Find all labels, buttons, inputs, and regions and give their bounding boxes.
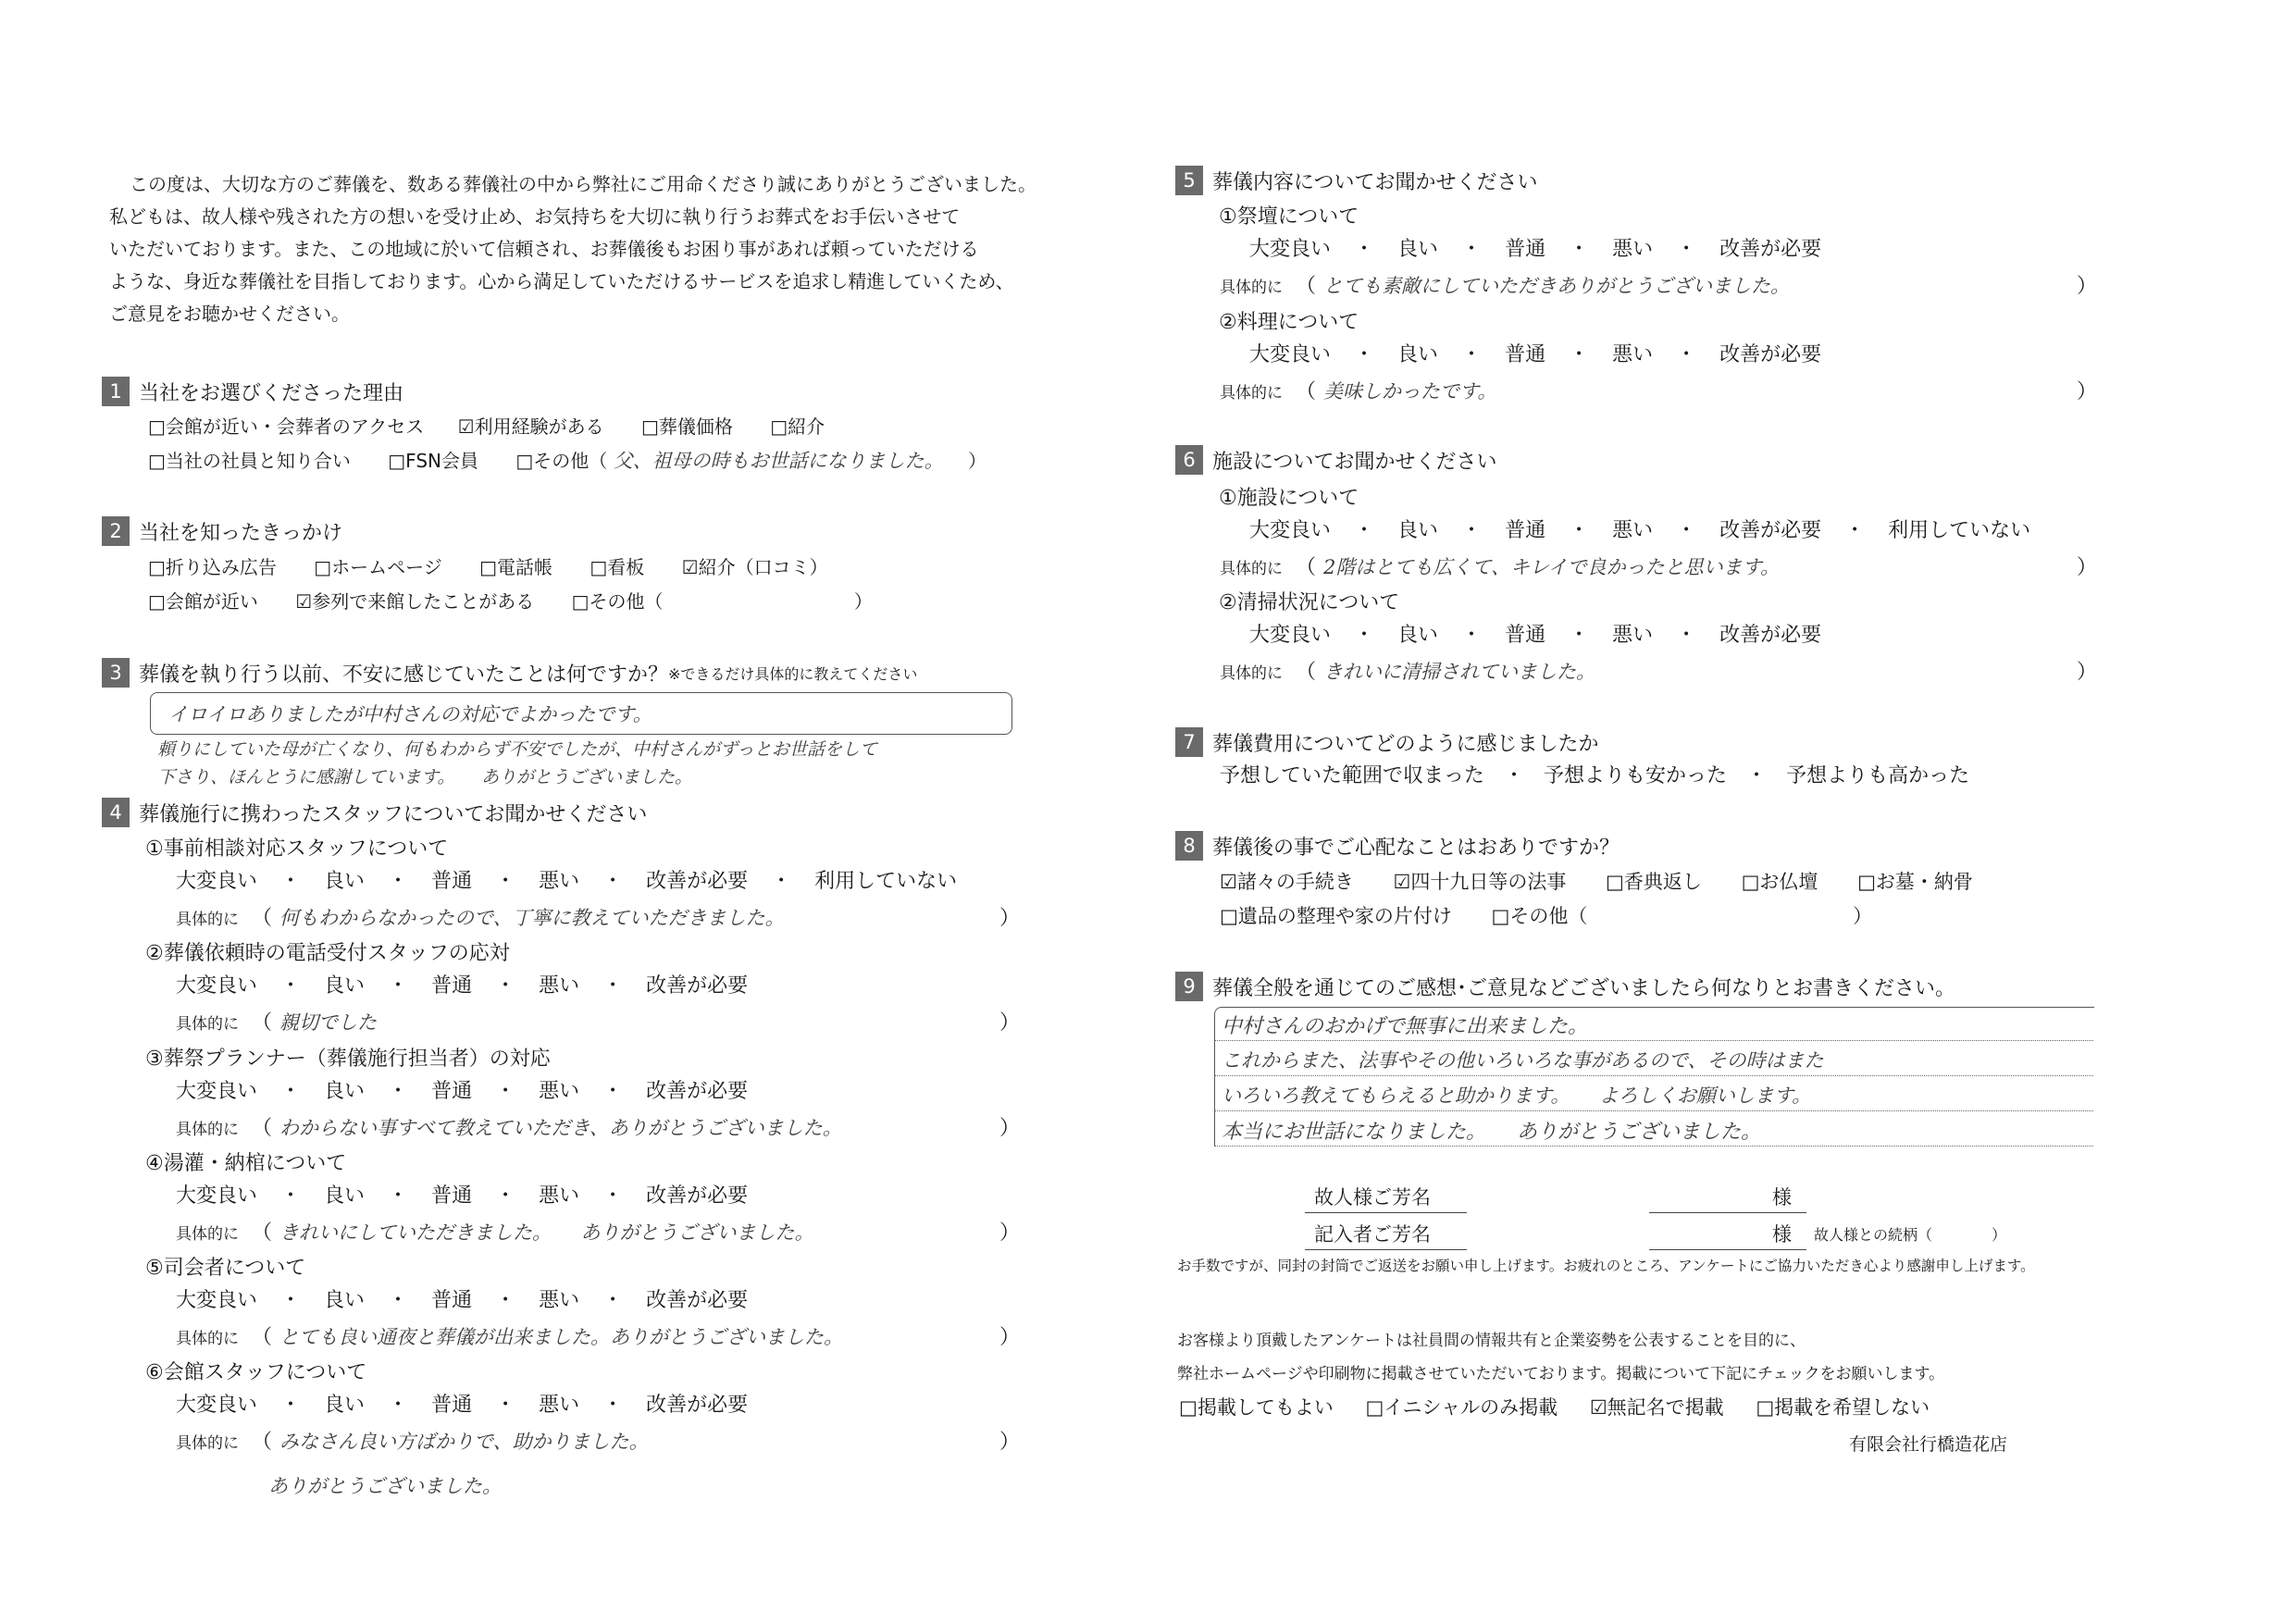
publish-text-1: お客様より頂戴したアンケートは社員間の情報共有と企業姿勢を公表することを目的に、 <box>1177 1332 1806 1350</box>
q4-item-5-handwriting: とても良い通夜と葬儀が出来ました。ありがとうございました。 <box>279 1326 843 1348</box>
q8-option-memorial[interactable]: ☑四十九日等の法事 <box>1393 871 1567 893</box>
separator-dot: ・ <box>388 1080 409 1103</box>
q6-item-1-rating-bad[interactable]: 悪い <box>1612 519 1654 542</box>
q8-options-row1 <box>1220 867 1973 897</box>
q4-item-5-detail-label: 具体的に <box>176 1330 239 1348</box>
q4-item-1-rating-bad[interactable]: 悪い <box>539 870 580 893</box>
q4-item-1-title: ①事前相談対応スタッフについて <box>145 837 449 861</box>
publish-options <box>1179 1393 1930 1420</box>
q4-item-3-rating-row <box>176 1077 748 1107</box>
q4-item-2-handwriting: 親切でした <box>279 1011 377 1034</box>
q5-heading <box>1175 166 1538 195</box>
separator-dot: ・ <box>280 974 302 998</box>
q6-item-1-rating-normal[interactable]: 普通 <box>1505 519 1546 542</box>
publish-option-anonymous[interactable]: ☑無記名で掲載 <box>1589 1396 1724 1419</box>
q5-item-2-rating-normal[interactable]: 普通 <box>1505 343 1546 366</box>
q1-option-referral[interactable]: □紹介 <box>770 415 825 438</box>
q3-number: 3 <box>102 658 130 688</box>
q5-item-2-rating-good[interactable]: 良い <box>1397 343 1439 366</box>
writer-sama: 様 <box>1772 1223 1792 1246</box>
q6-item-2-detail-label: 具体的に <box>1220 664 1283 683</box>
q5-item-1-detail-label: 具体的に <box>1220 279 1283 297</box>
q4-item-3-rating-bad[interactable]: 悪い <box>539 1080 580 1103</box>
separator-dot: ・ <box>1504 764 1525 787</box>
q4-item-5-rating-row <box>176 1286 748 1316</box>
q4-item-3-handwriting: わからない事すべて教えていただき、ありがとうございました。 <box>279 1117 842 1139</box>
q3-handwriting-2: 頼りにしていた母が亡くなり、何もわからず不安でしたが、中村さんがずっとお世話をして <box>157 739 877 760</box>
q7-option-expensive[interactable]: 予想よりも高かった <box>1786 764 1970 787</box>
q8-number: 8 <box>1175 831 1203 861</box>
intro-line: ような、身近な葬儀社を目指しております。心から満足していただけるサービスを追求し精進していくため、 <box>109 270 1014 292</box>
close-paren: ） <box>999 1117 1021 1140</box>
q4-item-4-rating-very-good[interactable]: 大変良い <box>176 1184 258 1208</box>
intro-line: ご意見をお聴かせください。 <box>109 303 350 325</box>
q2-option-phonebook[interactable]: □電話帳 <box>479 556 553 578</box>
q1-option-staff[interactable]: □当社の社員と知り合い <box>148 450 351 472</box>
separator-dot: ・ <box>1354 519 1375 542</box>
close-paren: ） <box>853 590 873 613</box>
q7-option-within[interactable]: 予想していた範囲で収まった <box>1220 764 1485 787</box>
separator-dot: ・ <box>602 1394 624 1417</box>
q4-item-2-detail-label: 具体的に <box>176 1015 239 1034</box>
q8-option-altar[interactable]: □お仏壇 <box>1741 871 1818 893</box>
q9-handwriting-3: いろいろ教えてもらえると助かります。 よろしくお願いします。 <box>1222 1085 1812 1107</box>
deceased-name-label: 故人様ご芳名 <box>1314 1186 1431 1209</box>
q4-item-4-rating-bad[interactable]: 悪い <box>539 1184 580 1208</box>
separator-dot: ・ <box>1569 343 1590 366</box>
q4-item-3-rating-needs-improvement[interactable]: 改善が必要 <box>646 1080 749 1103</box>
publish-text-2: 弊社ホームページや印刷物に掲載させていただいております。掲載について下記にチェックをお願いします。 <box>1177 1365 1945 1383</box>
q8-option-belongings[interactable]: □遺品の整理や家の片付け <box>1220 905 1452 927</box>
separator-dot: ・ <box>495 870 516 893</box>
open-paren: （ <box>1296 380 1317 403</box>
q5-item-1-rating-row <box>1249 235 1821 265</box>
q8-option-grave[interactable]: □お墓・納骨 <box>1857 871 1973 893</box>
q4-item-3-detail-label: 具体的に <box>176 1121 239 1139</box>
q6-item-1-handwriting: 2階はとても広くて、キレイで良かったと思います。 <box>1323 556 1780 578</box>
q5-number: 5 <box>1175 166 1203 195</box>
close-paren: ） <box>1853 905 1873 927</box>
q4-item-2-rating-very-good[interactable]: 大変良い <box>176 974 258 998</box>
close-paren: ） <box>2077 556 2098 579</box>
company-name: 有限会社行橋造花店 <box>1849 1434 2008 1455</box>
separator-dot: ・ <box>495 974 516 998</box>
q4-item-6-handwriting-2: ありがとうございました。 <box>268 1475 502 1497</box>
separator-dot: ・ <box>495 1080 516 1103</box>
q6-heading <box>1175 445 1497 475</box>
q4-item-6-rating-bad[interactable]: 悪い <box>539 1394 580 1417</box>
close-paren: ） <box>2077 661 2098 684</box>
q4-item-1-rating-good[interactable]: 良い <box>324 870 366 893</box>
q7-options <box>1220 762 1969 791</box>
q4-heading <box>102 798 647 827</box>
separator-dot: ・ <box>1461 624 1483 647</box>
q6-title: 施設についてお聞かせください <box>1212 450 1497 474</box>
intro-line: 私どもは、故人様や残された方の想いを受け止め、お気持ちを大切に執り行うお葬式をお手伝いさせて <box>109 205 961 228</box>
intro-paragraph <box>109 168 1036 330</box>
q1-option-fsn[interactable]: □FSN会員 <box>388 450 478 472</box>
q2-option-near[interactable]: □会館が近い <box>148 590 258 613</box>
q8-heading <box>1175 831 1620 861</box>
separator-dot: ・ <box>495 1394 516 1417</box>
q4-item-1-rating-normal[interactable]: 普通 <box>431 870 473 893</box>
q1-options-row2 <box>148 446 987 476</box>
q6-item-2-rating-needs-improvement[interactable]: 改善が必要 <box>1719 624 1822 647</box>
q1-options-row1 <box>148 412 825 441</box>
close-paren: ） <box>999 907 1021 930</box>
separator-dot: ・ <box>771 870 792 893</box>
q5-item-1-title: ①祭壇について <box>1219 205 1359 229</box>
q6-item-1-rating-good[interactable]: 良い <box>1397 519 1439 542</box>
q4-item-3-rating-good[interactable]: 良い <box>324 1080 366 1103</box>
separator-dot: ・ <box>602 1080 624 1103</box>
q5-item-2-title: ②料理について <box>1219 311 1359 334</box>
q5-item-2-rating-very-good[interactable]: 大変良い <box>1249 343 1332 366</box>
q2-option-flyer[interactable]: □折り込み広告 <box>148 556 277 578</box>
close-paren: ） <box>967 450 987 472</box>
open-paren: （ <box>252 1011 273 1035</box>
q6-item-1-rating-needs-improvement[interactable]: 改善が必要 <box>1719 519 1822 542</box>
separator-dot: ・ <box>602 1289 624 1312</box>
q4-item-3-title: ③葬祭プランナー（葬儀施行担当者）の対応 <box>145 1048 551 1071</box>
q4-item-6-rating-needs-improvement[interactable]: 改善が必要 <box>646 1394 749 1417</box>
separator-dot: ・ <box>388 1184 409 1208</box>
q7-number: 7 <box>1175 727 1203 757</box>
q4-item-1-rating-row <box>176 867 957 897</box>
separator-dot: ・ <box>602 974 624 998</box>
q6-item-2-handwriting: きれいに清掃されていました。 <box>1323 661 1595 683</box>
q4-item-4-rating-row <box>176 1182 748 1211</box>
q4-item-6-rating-normal[interactable]: 普通 <box>431 1394 473 1417</box>
q5-item-2-rating-needs-improvement[interactable]: 改善が必要 <box>1719 343 1822 366</box>
close-paren: ） <box>2077 275 2098 298</box>
q6-item-1-detail-label: 具体的に <box>1220 560 1283 578</box>
q1-title: 当社をお選びくださった理由 <box>139 381 404 405</box>
q2-option-referral[interactable]: ☑紹介（口コミ） <box>681 556 828 578</box>
q4-item-3-rating-normal[interactable]: 普通 <box>431 1080 473 1103</box>
separator-dot: ・ <box>1461 238 1483 261</box>
q4-item-2-rating-normal[interactable]: 普通 <box>431 974 473 998</box>
separator-dot: ・ <box>1676 624 1697 647</box>
separator-dot: ・ <box>280 870 302 893</box>
q5-item-1-handwriting: とても素敵にしていただきありがとうございました。 <box>1323 275 1790 297</box>
writer-name-label: 記入者ご芳名 <box>1314 1223 1431 1246</box>
q4-item-6-rating-row <box>176 1391 748 1420</box>
separator-dot: ・ <box>495 1289 516 1312</box>
q1-number: 1 <box>102 377 130 406</box>
open-paren: （ <box>1296 275 1317 298</box>
q3-handwriting-3: 下さり、ほんとうに感謝しています。 ありがとうございました。 <box>157 767 692 787</box>
q5-item-1-rating-needs-improvement[interactable]: 改善が必要 <box>1719 238 1822 261</box>
q3-heading <box>102 658 917 688</box>
q1-option-other[interactable]: □その他（ <box>515 450 608 472</box>
q1-option-access[interactable]: □会館が近い・会葬者のアクセス <box>148 415 425 438</box>
q2-options-row1 <box>148 552 828 582</box>
q4-item-5-rating-needs-improvement[interactable]: 改善が必要 <box>646 1289 749 1312</box>
q4-item-2-rating-good[interactable]: 良い <box>324 974 366 998</box>
separator-dot: ・ <box>388 870 409 893</box>
open-paren: （ <box>252 1117 273 1140</box>
q9-number: 9 <box>1175 972 1203 1001</box>
q5-item-2-detail-label: 具体的に <box>1220 384 1283 403</box>
q4-item-5-rating-very-good[interactable]: 大変良い <box>176 1289 258 1312</box>
q4-item-6-rating-good[interactable]: 良い <box>324 1394 366 1417</box>
q5-item-1-rating-good[interactable]: 良い <box>1397 238 1439 261</box>
q4-title: 葬儀施行に携わったスタッフについてお聞かせください <box>139 802 648 826</box>
q2-options-row2 <box>148 587 873 616</box>
q2-option-attended[interactable]: ☑参列で来館したことがある <box>295 590 535 613</box>
close-paren: ） <box>999 1431 1021 1454</box>
separator-dot: ・ <box>280 1184 302 1208</box>
q4-item-6-rating-very-good[interactable]: 大変良い <box>176 1394 258 1417</box>
q5-item-2-rating-row <box>1249 341 1821 370</box>
q6-item-1-rating-not-used[interactable]: 利用していない <box>1888 519 2031 542</box>
q6-item-2-rating-good[interactable]: 良い <box>1397 624 1439 647</box>
separator-dot: ・ <box>1461 343 1483 366</box>
publish-option-ok[interactable]: □掲載してもよい <box>1179 1396 1334 1419</box>
q4-item-4-rating-needs-improvement[interactable]: 改善が必要 <box>646 1184 749 1208</box>
q5-item-1-rating-normal[interactable]: 普通 <box>1505 238 1546 261</box>
relation-field[interactable]: 故人様との続柄（ ） <box>1814 1226 2007 1244</box>
q4-number: 4 <box>102 798 130 827</box>
q9-heading <box>1175 972 1955 1001</box>
q4-item-4-handwriting: きれいにしていただきました。 ありがとうございました。 <box>279 1221 814 1244</box>
separator-dot: ・ <box>1569 624 1590 647</box>
intro-line: いただいております。また、この地域に於いて信頼され、お葬儀後もお困り事があれば頼っていただける <box>109 238 979 260</box>
q5-title: 葬儀内容についてお聞かせください <box>1212 170 1538 194</box>
q1-other-handwriting: 父、祖母の時もお世話になりました。 <box>613 450 944 472</box>
separator-dot: ・ <box>388 974 409 998</box>
q4-item-4-rating-good[interactable]: 良い <box>324 1184 366 1208</box>
open-paren: （ <box>1296 556 1317 579</box>
separator-dot: ・ <box>1676 238 1697 261</box>
q4-item-6-detail-label: 具体的に <box>176 1434 239 1453</box>
separator-dot: ・ <box>1354 624 1375 647</box>
q4-item-5-rating-good[interactable]: 良い <box>324 1289 366 1312</box>
q2-option-other[interactable]: □その他（ <box>571 590 664 613</box>
q6-item-1-title: ①施設について <box>1219 487 1359 510</box>
q1-option-experience[interactable]: ☑利用経験がある <box>457 415 604 438</box>
q4-item-1-detail-label: 具体的に <box>176 911 239 929</box>
q9-handwriting-4: 本当にお世話になりました。 ありがとうございました。 <box>1222 1121 1762 1144</box>
separator-dot: ・ <box>1676 519 1697 542</box>
close-paren: ） <box>2077 380 2098 403</box>
q4-item-1-handwriting: 何もわからなかったので、丁寧に教えていただきました。 <box>279 907 785 929</box>
separator-dot: ・ <box>1569 519 1590 542</box>
q4-item-2-rating-needs-improvement[interactable]: 改善が必要 <box>646 974 749 998</box>
q7-heading <box>1175 727 1599 757</box>
close-paren: ） <box>999 1326 1021 1349</box>
q3-title: 葬儀を執り行う以前、不安に感じていたことは何ですか？ <box>139 663 669 687</box>
q4-item-1-rating-not-used[interactable]: 利用していない <box>814 870 958 893</box>
open-paren: （ <box>252 1326 273 1349</box>
q6-item-2-rating-row <box>1249 621 1821 651</box>
q8-option-return-gift[interactable]: □香典返し <box>1606 871 1702 893</box>
q9-handwriting-2: これからまた、法事やその他いろいろな事があるので、その時はまた <box>1222 1049 1824 1072</box>
q2-title: 当社を知ったきっかけ <box>139 521 343 545</box>
q1-option-price[interactable]: □葬儀価格 <box>640 415 733 438</box>
separator-dot: ・ <box>602 870 624 893</box>
q6-item-1-rating-row <box>1249 516 2030 546</box>
q4-item-2-rating-row <box>176 972 748 1001</box>
q8-options-row2 <box>1220 901 1872 931</box>
q4-item-4-detail-label: 具体的に <box>176 1225 239 1244</box>
separator-dot: ・ <box>1844 519 1866 542</box>
q6-item-2-title: ②清掃状況について <box>1219 591 1400 614</box>
q8-option-procedures[interactable]: ☑諸々の手続き <box>1220 871 1354 893</box>
separator-dot: ・ <box>1354 238 1375 261</box>
open-paren: （ <box>252 1431 273 1454</box>
q4-item-5-rating-normal[interactable]: 普通 <box>431 1289 473 1312</box>
q4-item-2-title: ②葬儀依頼時の電話受付スタッフの応対 <box>145 942 510 965</box>
q2-option-homepage[interactable]: □ホームページ <box>314 556 442 578</box>
q3-note: ※できるだけ具体的に教えてください <box>668 664 918 683</box>
q8-title: 葬儀後の事でご心配なことはおありですか？ <box>1212 836 1620 860</box>
q4-item-4-rating-normal[interactable]: 普通 <box>431 1184 473 1208</box>
q5-item-1-rating-very-good[interactable]: 大変良い <box>1249 238 1332 261</box>
open-paren: （ <box>1296 661 1317 684</box>
q4-item-1-rating-needs-improvement[interactable]: 改善が必要 <box>646 870 749 893</box>
separator-dot: ・ <box>1569 238 1590 261</box>
q2-number: 2 <box>102 516 130 546</box>
q4-item-6-handwriting: みなさん良い方ばかりで、助かりました。 <box>279 1431 649 1453</box>
q6-number: 6 <box>1175 445 1203 475</box>
open-paren: （ <box>252 1221 273 1245</box>
q4-item-2-rating-bad[interactable]: 悪い <box>539 974 580 998</box>
open-paren: （ <box>252 907 273 930</box>
separator-dot: ・ <box>1461 519 1483 542</box>
q6-item-1-rating-very-good[interactable]: 大変良い <box>1249 519 1332 542</box>
q7-title: 葬儀費用についてどのように感じましたか <box>1212 732 1599 756</box>
q2-option-signboard[interactable]: □看板 <box>590 556 645 578</box>
separator-dot: ・ <box>1354 343 1375 366</box>
separator-dot: ・ <box>388 1289 409 1312</box>
q9-handwriting-1: 中村さんのおかげで無事に出来ました。 <box>1222 1015 1589 1038</box>
separator-dot: ・ <box>495 1184 516 1208</box>
q4-item-6-title: ⑥会館スタッフについて <box>145 1361 367 1384</box>
q5-item-1-rating-bad[interactable]: 悪い <box>1612 238 1654 261</box>
q2-heading <box>102 516 342 546</box>
q3-handwriting-1: イロイロありましたが中村さんの対応でよかったです。 <box>168 703 652 725</box>
q1-heading <box>102 377 403 406</box>
separator-dot: ・ <box>1746 764 1768 787</box>
q6-item-2-rating-very-good[interactable]: 大変良い <box>1249 624 1332 647</box>
q7-option-cheaper[interactable]: 予想よりも安かった <box>1544 764 1728 787</box>
q6-item-2-rating-bad[interactable]: 悪い <box>1612 624 1654 647</box>
separator-dot: ・ <box>602 1184 624 1208</box>
separator-dot: ・ <box>1676 343 1697 366</box>
separator-dot: ・ <box>388 1394 409 1417</box>
q5-item-2-handwriting: 美味しかったです。 <box>1323 380 1497 403</box>
q9-title: 葬儀全般を通じてのご感想･ご意見などございましたら何なりとお書きください。 <box>1212 976 1956 1000</box>
intro-line: この度は、大切な方のご葬儀を、数ある葬儀社の中から弊社にご用命くださり誠にありがとうございました。 <box>130 173 1036 195</box>
q4-item-1-rating-very-good[interactable]: 大変良い <box>176 870 258 893</box>
return-request-text: お手数ですが、同封の封筒でご返送をお願い申し上げます。お疲れのところ、アンケートにご協力いただき心より感謝申し上げます。 <box>1177 1258 2035 1274</box>
deceased-sama: 様 <box>1772 1186 1792 1209</box>
close-paren: ） <box>999 1221 1021 1245</box>
q6-item-2-rating-normal[interactable]: 普通 <box>1505 624 1546 647</box>
q4-item-4-title: ④湯灌・納棺について <box>145 1152 347 1175</box>
publish-option-no[interactable]: □掲載を希望しない <box>1756 1396 1930 1419</box>
publish-option-initial[interactable]: □イニシャルのみ掲載 <box>1365 1396 1558 1419</box>
separator-dot: ・ <box>280 1394 302 1417</box>
close-paren: ） <box>999 1011 1021 1035</box>
q4-item-5-title: ⑤司会者について <box>145 1257 306 1280</box>
q8-option-other[interactable]: □その他（ <box>1491 905 1588 927</box>
q5-item-2-rating-bad[interactable]: 悪い <box>1612 343 1654 366</box>
separator-dot: ・ <box>280 1289 302 1312</box>
q4-item-3-rating-very-good[interactable]: 大変良い <box>176 1080 258 1103</box>
q4-item-5-rating-bad[interactable]: 悪い <box>539 1289 580 1312</box>
separator-dot: ・ <box>280 1080 302 1103</box>
